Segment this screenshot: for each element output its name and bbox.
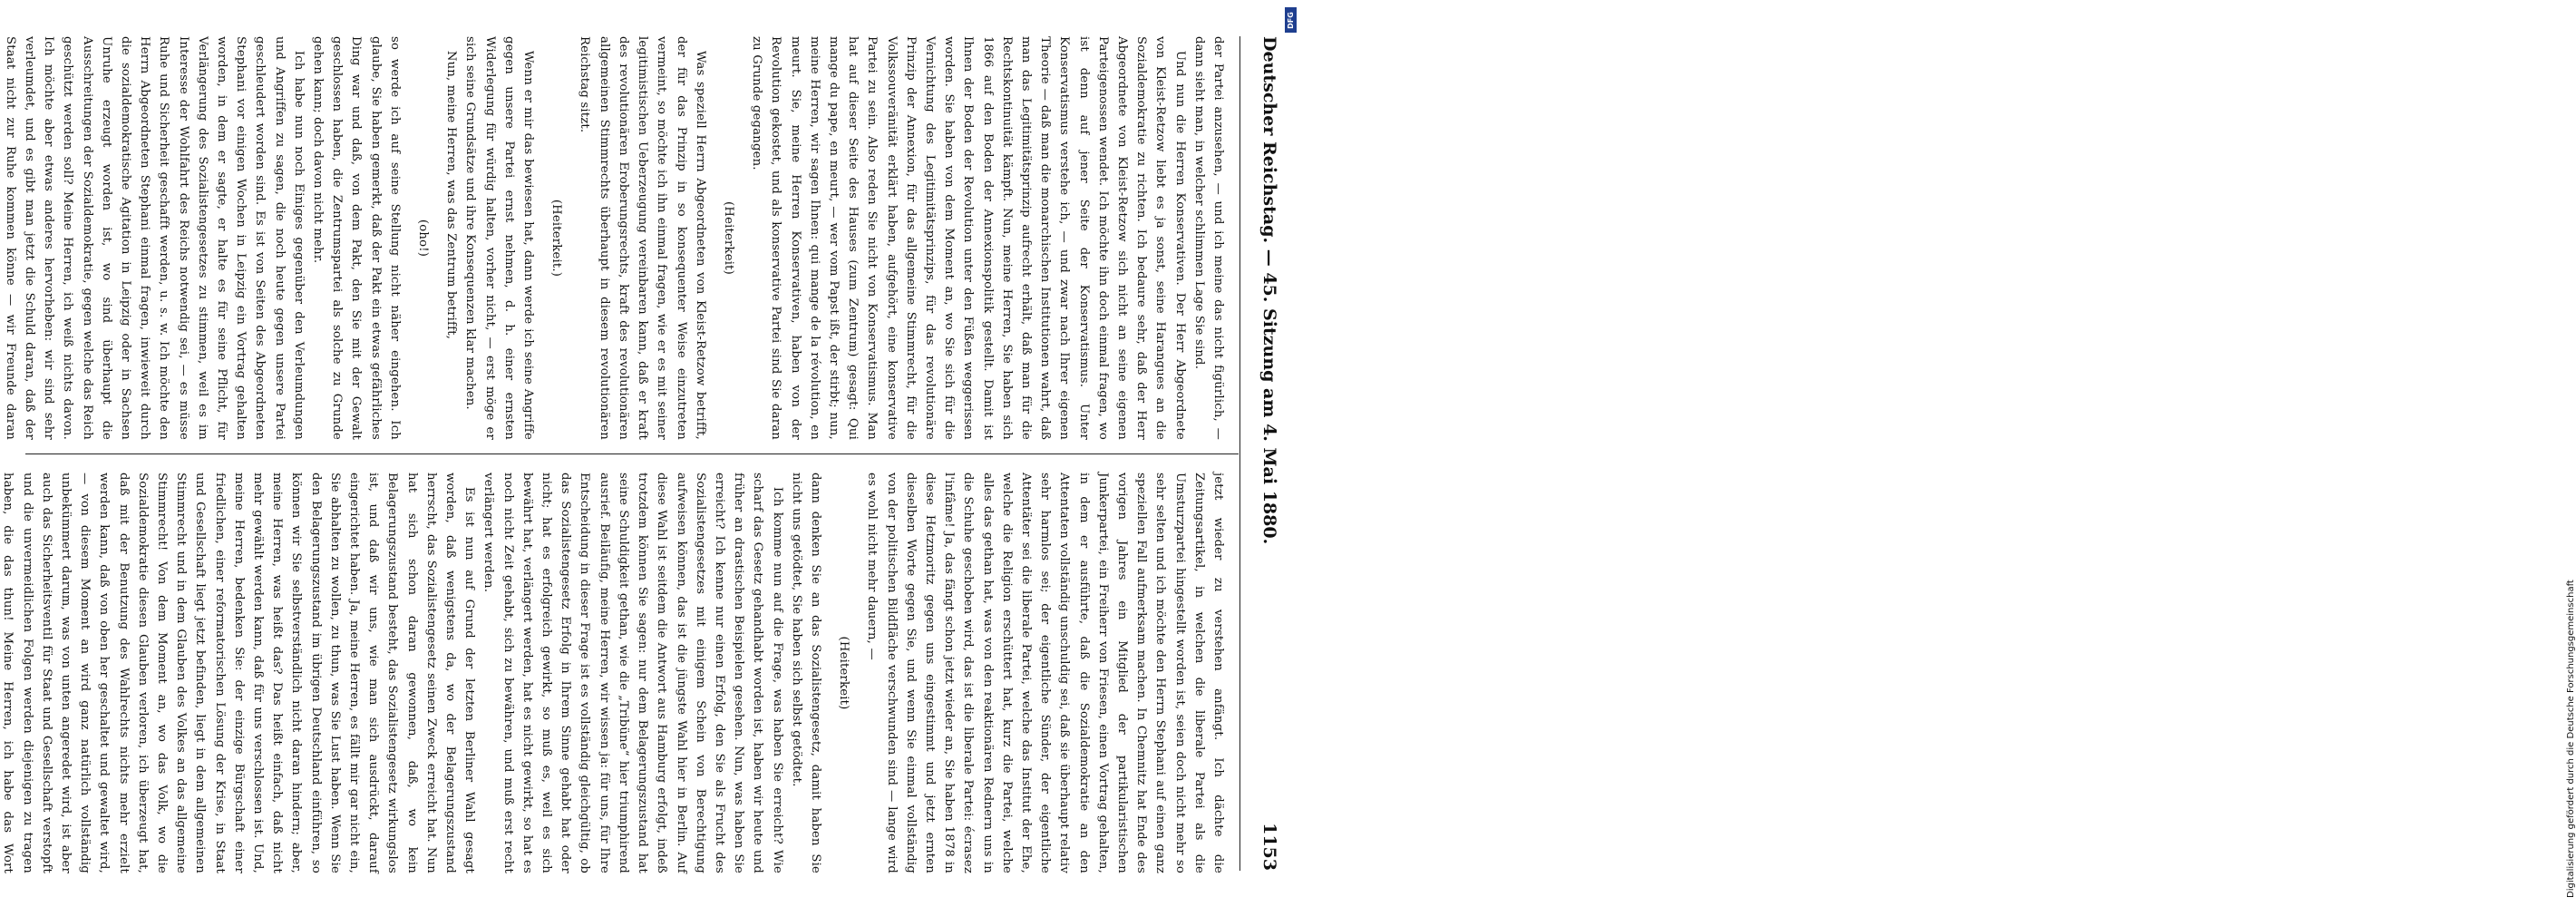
digitization-credit-strip	[1282, 0, 2576, 907]
interjection: (Heiterkeit.)	[549, 199, 564, 278]
paragraph: Ich komme nun auf die Frage, was haben Sie erreicht? Wie scharf das Gesetz gehandhabt worden ist, haben wir heute und früher an drastischen Beispielen gesehen. Nun, was haben Sie erreicht? Ich kenne nur einen Erfolg, den Sie als Frucht des Sozialistengesetzes mit einigem Schein von Berechtigung aufweisen können, das ist die jüngste Wahl hier in Berlin. Auf diese Wahl ist seitdem die Antwort aus Hamburg erfolgt, indeß trotzdem können Sie sagen: nur dem Belagerungszustand hat seine Schuldigkeit gethan, wie die „Tribüne“ hier triumphirend ausrief. Beiläufig, meine Herren, wir wissen ja: für uns, für Ihre Entscheidung in dieser Frage ist es vollständig gleichgültig, ob das Sozialistengesetz Erfolg in Ihrem Sinne gehabt hat oder nicht; hat es erfolgreich gewirkt, so muß es, weil es sich bewährt hat, verlängert werden, hat es nicht gewirkt, so hat es noch nicht Zeit gehabt, sich zu bewähren, und muß erst recht verlängert werden.	[481, 473, 784, 873]
paragraph: Und nun die Herren Konservativen. Der Herr Abgeordnete von Kleist-Retzow liebt es ja sonst, seine Harangues an die Sozialdemokratie zu richten. Ich bedaure sehr, daß der Herr Abgeordnete von Kleist-Retzow sich nicht an seine eigenen Parteigenossen wendet. Ich möchte ihn doch einmal fragen, wo ist denn auf jener Seite der Konservatismus. Unter Konservatismus verstehe ich, — und zwar nach Ihrer eigenen Theorie — daß man die monarchischen Institutionen wahrt, daß man das Legitimitätsprinzip aufrecht erhält, daß man für die Rechtskontinuität kämpft. Nun, meine Herren, Sie haben sich 1866 auf den Boden der Annexionspolitik gestellt. Damit ist Ihnen der Boden der Revolution unter den Füßen weggerissen worden. Sie haben von dem Moment an, wo Sie sich für die Vernichtung des Legitimitätsprinzips, für das revolutionäre Prinzip der Annexion, für das allgemeine Stimmrecht, für die Volkssouveränität erklärt haben, aufgehört, eine konservative Partei zu sein. Also reden Sie nicht von Konservatismus. Man hat auf dieser Seite des Hauses (zum Zentrum) gesagt: Qui mange du pape, en meurt, — wer vom Papst ißt, der stirbt; nun, meine Herren, wir sagen Ihnen: qui mange de la révolution, en meurt. Sie, meine Herren Konservativen, haben von der Revolution gekostet, und als konservative Partei sind Sie daran zu Grunde gegangen.	[750, 36, 1187, 440]
paragraph: Wenn er mir das bewiesen hat, dann werde ich seine Angriffe gegen unsere Partei ernst nehmen, d. h. einer ernsten Widerlegung für würdig halten, vorher nicht, — erst möge er sich seine Grundsätze und ihre Konsequenzen klar machen.	[463, 36, 536, 440]
dfg-logo	[1285, 7, 1297, 33]
interjection: (oho!)	[416, 219, 431, 258]
paragraph: der Partei anzusehen, — und ich meine das nicht figürlich, — dann sieht man, in welcher schlimmen Lage Sie sind.	[1191, 36, 1225, 440]
paragraph: Ich habe nun noch Einiges gegenüber den Verleumdungen und Angriffen zu sagen, die noch heute gegen unsere Partei geschleudert worden sind. Es ist von Seiten des Abgeordneten Stephani vor einigen Wochen in Leipzig ein Vortrag gehalten worden, in dem er sagte, er halte es für seine Pflicht, für Verlängerung des Sozialistengesetzes zu stimmen, weil es im Interesse der Wohlfahrt des Reichs notwendig sei, — es müsse Ruhe und Sicherheit geschafft werden, u. s. w. Ich möchte den Herrn Abgeordneten Stephani einmal fragen, inwieweit durch die sozialdemokratische Agitation in Leipzig oder in Sachsen Unruhe erzeugt worden ist, wo sind überhaupt die Ausschreitungen der Sozialdemokratie, gegen welche das Reich geschützt werden soll? Meine Herren, ich weiß nichts davon. Ich möchte aber etwas anderes hervorheben: wir sind sehr verleumdet, und es gibt man jetzt die Schuld daran, daß der Staat nicht zur Ruhe kommen könne — wir Freunde daran	[3, 36, 306, 440]
interjection: (Heiterkeit)	[721, 201, 735, 275]
right-text-column	[1, 473, 1228, 873]
interjection: (Heiterkeit)	[837, 636, 851, 710]
paragraph: Was speziell Herrn Abgeordneten von Kleist-Retzow betrifft, der für das Prinzip in so konsequenter Weise einzutreten vermeint, so möchte ich ihn einmal fragen, wie er es mit seiner legitimistischen Ueberzeugung vereinbaren kann, daß er kraft des revolutionären Eroberungsrechts, kraft des revolutionären allgemeinen Stimmrechts überhaupt in diesem revolutionären Reichstag sitzt.	[578, 36, 707, 440]
page-number: 1153	[1259, 823, 1279, 871]
paragraph: jetzt wieder zu verstehen anfängt. Ich dächte die Zeitungsartikel, in welchen die liberale Partei als die Umsturzpartei hingestellt worden ist, seien doch nicht mehr so sehr selten und ich möchte den Herrn Stephani auf einen ganz speziellen Fall aufmerksam machen. In Chemnitz hat Ende des vorigen Jahres ein Mitglied der partikularistischen Junkerpartei, ein Freiherr von Friesen, einen Vortrag gehalten, in dem er ausführte, daß die Sozialdemokratie an den Attentaten vollständig unschuldig sei, daß sie überhaupt relativ sehr harmlos sei; der eigentliche Sünder, der eigentliche Attentäter sei die liberale Partei, welche das Institut der Ehe, welche die Religion erschüttert hat, kurz die Partei, welche alles das gethan hat, was von den reaktionären Rednern uns in die Schuhe geschoben wird, das ist die liberale Partei: écrasez l'infâme! Ja, das fängt schon jetzt wieder an, Sie haben 1878 in diese Hetzmoritz gegen uns eingestimmt und jetzt ernten dieselben Worte gegen Sie, und wenn Sie einmal vollständig von der politischen Bildfläche verschwunden sind — lange wird es wohl nicht mehr dauern, —	[865, 473, 1225, 873]
paragraph: so werde ich auf seine Stellung nicht näher eingehen. Ich glaube, Sie haben gemerkt, daß der Pakt ein etwas gefährliches Ding war und daß, von dem Pakt, den Sie mit der Gewalt geschlossen haben, die Zentrumspartei als solche zu Grunde gehen kann; doch davon nicht mehr.	[311, 36, 402, 440]
digitization-credit: Digitalisierung gefördert durch die Deutsche Forschungsgemeinschaft	[2566, 580, 2576, 898]
header-rule	[1239, 36, 1240, 871]
dfg-logo-text: DFG	[1287, 11, 1296, 29]
paragraph: Es ist nun auf Grund der letzten Berliner Wahl gesagt worden, daß wenigstens da, wo der Belagerungszustand herrscht, das Sozialistengesetz seinen Zweck erreicht hat. Nun hat sich schon daran gewonnen, daß, wo kein Belagerungszustand besteht, das Sozialistengesetz wirkungslos ist, und daß wir uns, wie man sich ausdrückt, darauf eingerichtet haben. Ja, meine Herren, es fällt mir gar nicht ein, Sie abhalten zu wollen, zu thun, was Sie Lust haben. Wenn Sie den Belagerungszustand im übrigen Deutschland einführen, so können wir Sie selbstverständlich nicht daran hindern; aber, meine Herren, was heißt das? Das heißt einfach, daß nicht mehr gewählt werden kann, daß für uns verschlossen ist. Und, meine Herren, bedenken Sie: der einzige Bürgschaft einer friedlichen, einer reformatorischen Lösung der Krise, in Staat und Gesellschaft liegt jetzt befinden, liegt in dem allgemeinen Stimmrecht und in dem Glauben des Volkes an das allgemeine Stimmrecht! Von dem Moment an, wo das Volk, wo die Sozialdemokratie diesen Glauben verloren, ich überzeugt hat, daß mit der Benutzung des Wahlrechts nichts mehr erzielt werden kann, daß von oben her geschaltet und gewaltet wird, — von diesem Moment an wird ganz natürlich vollständig unbekümmert darum, was von unten angeredet wird, ist aber auch das Sicherheitsventil für Staat und Gesellschaft verstopft und die unvermeidlichen Folgen werden diejenigen zu tragen haben, die das thun! Meine Herren, ich habe das Wort	[1, 473, 477, 873]
paragraph: Nun, meine Herren, was das Zentrum betrifft,	[444, 50, 459, 340]
left-text-column	[3, 36, 1228, 440]
paragraph: dann denken Sie an das Sozialistengesetz, damit haben Sie nicht uns getödtet, Sie haben sich selbst getödtet.	[789, 473, 822, 873]
running-title: Deutscher Reichstag. — 45. Sitzung am 4. Mai 1880.	[1259, 36, 1279, 545]
